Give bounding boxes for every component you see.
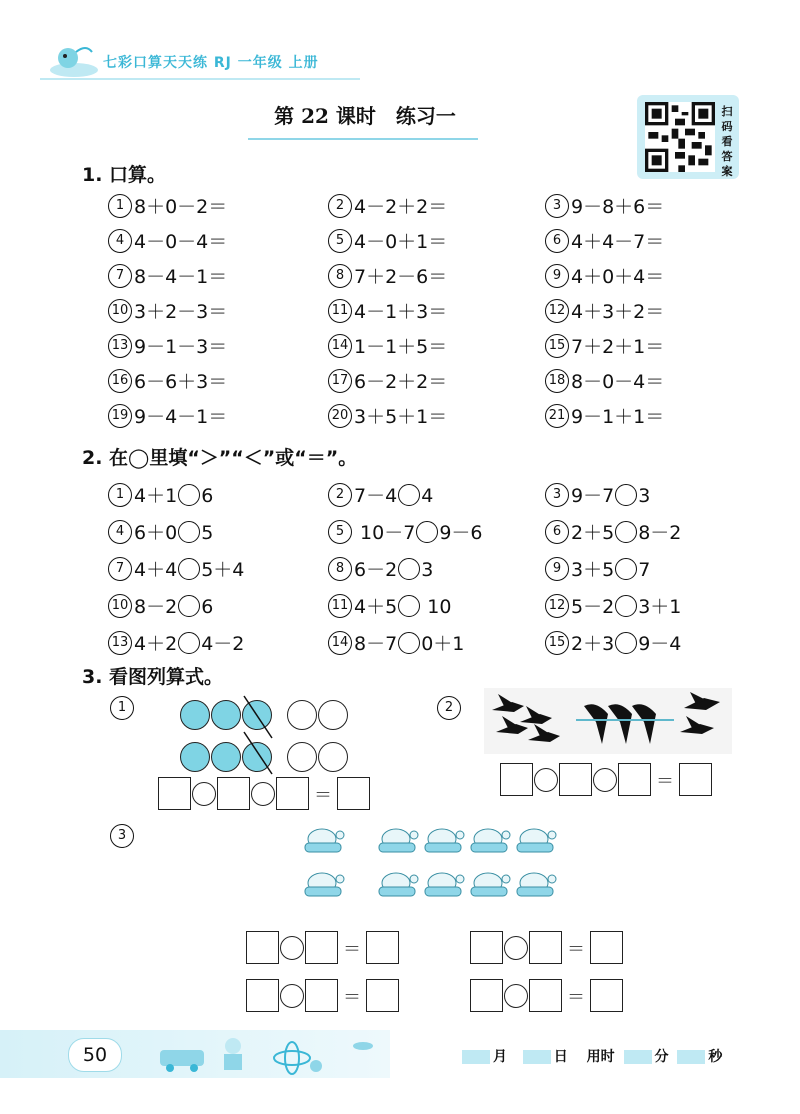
compare-problem <box>108 555 244 583</box>
answer-box[interactable] <box>590 979 623 1012</box>
compare-right: 3 <box>421 559 434 581</box>
problem-number: 7 <box>108 557 132 581</box>
header-divider <box>40 78 360 80</box>
compare-problem <box>545 592 681 620</box>
compare-problem <box>545 518 681 546</box>
answer-box[interactable] <box>217 777 250 810</box>
answer-box[interactable] <box>618 763 651 796</box>
seconds-label: 秒 <box>708 1049 723 1065</box>
compare-left: 4＋5 <box>354 596 398 618</box>
compare-left: 8－7 <box>354 633 398 655</box>
compare-right: 8－2 <box>638 522 682 544</box>
day-label: 日 <box>553 1049 568 1065</box>
compare-right: 4 <box>421 485 434 507</box>
mental-math-problem <box>108 262 227 290</box>
equals-sign: ＝ <box>343 986 361 1008</box>
compare-circle[interactable] <box>615 521 637 543</box>
problem-expression: 4＋4－7＝ <box>571 231 665 253</box>
compare-right: 5 <box>201 522 214 544</box>
answer-box[interactable] <box>158 777 191 810</box>
equals-sign: ＝ <box>567 986 585 1008</box>
problem-number: 10 <box>108 594 132 618</box>
problem-number: 11 <box>328 594 352 618</box>
hat-icon <box>376 825 420 855</box>
problem-expression: 6－2＋2＝ <box>354 371 448 393</box>
problem-expression: 4＋3＋2＝ <box>571 301 665 323</box>
problem-number: 18 <box>545 369 569 393</box>
picture-problem-3-label: 3 <box>110 826 136 850</box>
mental-math-problem <box>328 262 447 290</box>
day-blank[interactable] <box>523 1050 551 1064</box>
compare-left: 6＋0 <box>134 522 178 544</box>
cross-out-lines <box>236 694 276 778</box>
problem-expression: 7＋2＋1＝ <box>571 336 665 358</box>
compare-problem <box>328 481 433 509</box>
operator-circle[interactable] <box>534 768 558 792</box>
mental-math-problem <box>545 297 664 325</box>
hat-icon <box>376 869 420 899</box>
problem-number: 16 <box>108 369 132 393</box>
compare-right: 6 <box>201 485 214 507</box>
compare-problem <box>108 481 213 509</box>
page-number: 50 <box>68 1038 122 1072</box>
equals-sign: ＝ <box>314 784 332 806</box>
compare-problem <box>328 555 433 583</box>
compare-circle[interactable] <box>398 484 420 506</box>
answer-box[interactable] <box>366 931 399 964</box>
problem-number: 9 <box>545 264 569 288</box>
problem-number: 3 <box>545 194 569 218</box>
problem-number: 12 <box>545 594 569 618</box>
compare-circle[interactable] <box>615 558 637 580</box>
minutes-blank[interactable] <box>624 1050 652 1064</box>
answer-box[interactable] <box>246 979 279 1012</box>
swallows-illustration <box>484 688 732 754</box>
problem-number: 19 <box>108 404 132 428</box>
problem-number: 14 <box>328 334 352 358</box>
problem-expression: 4－0＋1＝ <box>354 231 448 253</box>
mental-math-problem <box>108 297 227 325</box>
compare-problem <box>108 629 244 657</box>
problem-expression: 4－0－4＝ <box>134 231 228 253</box>
problem-expression: 3＋2－3＝ <box>134 301 228 323</box>
compare-problem <box>328 518 483 546</box>
mental-math-problem <box>108 227 227 255</box>
answer-row-2 <box>500 763 712 796</box>
answer-box[interactable] <box>529 931 562 964</box>
operator-circle[interactable] <box>280 936 304 960</box>
compare-right: 9－6 <box>439 522 483 544</box>
hat-icon <box>468 825 512 855</box>
hats-group-right <box>376 825 560 903</box>
mental-math-problem <box>328 297 447 325</box>
problem-expression: 9－4－1＝ <box>134 406 228 428</box>
bead <box>287 700 317 730</box>
answer-row-3a <box>246 931 399 964</box>
problem-number: 9 <box>545 557 569 581</box>
problem-expression: 8－4－1＝ <box>134 266 228 288</box>
month-blank[interactable] <box>462 1050 490 1064</box>
problem-number: 15 <box>545 631 569 655</box>
compare-right: 5＋4 <box>201 559 245 581</box>
compare-left: 8－2 <box>134 596 178 618</box>
compare-circle[interactable] <box>178 558 200 580</box>
compare-left: 4＋4 <box>134 559 178 581</box>
compare-circle[interactable] <box>178 521 200 543</box>
footer-decoration-icons <box>158 1036 388 1076</box>
problem-number: 2 <box>328 194 352 218</box>
problem-number: 3 <box>545 483 569 507</box>
compare-problem <box>545 481 650 509</box>
problem-number: 13 <box>108 631 132 655</box>
answer-box[interactable] <box>590 931 623 964</box>
problem-expression: 4－1＋3＝ <box>354 301 448 323</box>
compare-circle[interactable] <box>615 595 637 617</box>
compare-problem <box>108 518 213 546</box>
bead <box>180 742 210 772</box>
problem-number: 5 <box>328 229 352 253</box>
bead <box>180 700 210 730</box>
problem-number: 8 <box>328 557 352 581</box>
operator-circle[interactable] <box>504 936 528 960</box>
problem-number: 12 <box>545 299 569 323</box>
answer-box[interactable] <box>305 979 338 1012</box>
mental-math-problem <box>545 227 664 255</box>
mental-math-problem <box>108 367 227 395</box>
time-used-label: 用时 <box>586 1049 615 1065</box>
operator-circle[interactable] <box>280 984 304 1008</box>
compare-circle[interactable] <box>416 521 438 543</box>
compare-circle[interactable] <box>615 632 637 654</box>
problem-expression: 4＋0＋4＝ <box>571 266 665 288</box>
compare-right: 3 <box>638 485 651 507</box>
compare-problem <box>108 592 213 620</box>
hat-icon <box>422 825 466 855</box>
minutes-label: 分 <box>654 1049 669 1065</box>
mental-math-problem <box>328 227 447 255</box>
problem-number: 4 <box>108 520 132 544</box>
compare-left: 4＋1 <box>134 485 178 507</box>
compare-left: 7－4 <box>354 485 398 507</box>
mental-math-problem <box>328 402 447 430</box>
compare-right: 4－2 <box>201 633 245 655</box>
mental-math-problem <box>545 262 664 290</box>
compare-left: 3＋5 <box>571 559 615 581</box>
bead <box>287 742 317 772</box>
section-2-title: 2. 在◯里填“＞”“＜”或“＝”。 <box>82 447 358 469</box>
answer-row-1 <box>158 777 370 810</box>
operator-circle[interactable] <box>593 768 617 792</box>
date-time-row <box>462 1046 722 1066</box>
compare-right: 10 <box>421 596 452 618</box>
hats-group-left <box>302 825 348 903</box>
answer-box[interactable] <box>337 777 370 810</box>
problem-number: 4 <box>108 229 132 253</box>
problem-number: 21 <box>545 404 569 428</box>
compare-left: 4＋2 <box>134 633 178 655</box>
compare-left: 6－2 <box>354 559 398 581</box>
problem-number: 14 <box>328 631 352 655</box>
mental-math-problem <box>328 332 447 360</box>
compare-right: 3＋1 <box>638 596 682 618</box>
hat-icon <box>302 825 346 855</box>
compare-circle[interactable] <box>178 632 200 654</box>
problem-expression: 8＋0－2＝ <box>134 196 228 218</box>
equals-sign: ＝ <box>343 938 361 960</box>
operator-circle[interactable] <box>504 984 528 1008</box>
compare-circle[interactable] <box>615 484 637 506</box>
mental-math-problem <box>545 402 664 430</box>
mental-math-problem <box>108 192 227 220</box>
compare-problem <box>545 555 650 583</box>
answer-box[interactable] <box>529 979 562 1012</box>
hat-icon <box>514 825 558 855</box>
problem-number: 8 <box>328 264 352 288</box>
answer-box[interactable] <box>305 931 338 964</box>
compare-circle[interactable] <box>398 595 420 617</box>
problem-number: 6 <box>545 520 569 544</box>
problem-number: 17 <box>328 369 352 393</box>
mental-math-problem <box>545 367 664 395</box>
problem-expression: 9－8＋6＝ <box>571 196 665 218</box>
compare-right: 9－4 <box>638 633 682 655</box>
compare-left: 10－7 <box>354 522 416 544</box>
compare-right: 7 <box>638 559 651 581</box>
title-underline <box>248 138 478 140</box>
compare-problem <box>328 629 464 657</box>
answer-box[interactable] <box>679 763 712 796</box>
answer-box[interactable] <box>246 931 279 964</box>
problem-number: 7 <box>108 264 132 288</box>
mascot-logo-icon <box>46 40 102 80</box>
problem-expression: 4－2＋2＝ <box>354 196 448 218</box>
problem-expression: 9－1＋1＝ <box>571 406 665 428</box>
answer-box[interactable] <box>470 931 503 964</box>
compare-left: 2＋3 <box>571 633 615 655</box>
operator-circle[interactable] <box>251 782 275 806</box>
compare-problem <box>328 592 451 620</box>
seconds-blank[interactable] <box>677 1050 705 1064</box>
picture-problem-1-label: 1 <box>110 698 136 722</box>
compare-circle[interactable] <box>178 484 200 506</box>
qr-code-icon[interactable] <box>645 102 715 172</box>
compare-left: 9－7 <box>571 485 615 507</box>
mental-math-problem <box>108 402 227 430</box>
answer-row-3c <box>246 979 399 1012</box>
compare-right: 0＋1 <box>421 633 465 655</box>
compare-problem <box>545 629 681 657</box>
problem-number: 6 <box>545 229 569 253</box>
section-3-title: 3. 看图列算式。 <box>82 666 224 688</box>
mental-math-problem <box>328 367 447 395</box>
section-1-title: 1. 口算。 <box>82 164 167 186</box>
problem-number: 2 <box>328 483 352 507</box>
compare-circle[interactable] <box>398 558 420 580</box>
compare-left: 5－2 <box>571 596 615 618</box>
operator-circle[interactable] <box>192 782 216 806</box>
answer-row-3b <box>470 931 623 964</box>
problem-number: 13 <box>108 334 132 358</box>
problem-number: 15 <box>545 334 569 358</box>
equals-sign: ＝ <box>567 938 585 960</box>
mental-math-problem <box>328 192 447 220</box>
answer-row-3d <box>470 979 623 1012</box>
compare-circle[interactable] <box>178 595 200 617</box>
mental-math-problem <box>108 332 227 360</box>
problem-expression: 6－6＋3＝ <box>134 371 228 393</box>
hat-icon <box>422 869 466 899</box>
problem-expression: 7＋2－6＝ <box>354 266 448 288</box>
month-label: 月 <box>493 1049 507 1065</box>
compare-right: 6 <box>201 596 214 618</box>
problem-expression: 1－1＋5＝ <box>354 336 448 358</box>
problem-expression: 9－1－3＝ <box>134 336 228 358</box>
problem-number: 11 <box>328 299 352 323</box>
problem-expression: 8－0－4＝ <box>571 371 665 393</box>
picture-problem-2-label: 2 <box>437 698 463 722</box>
answer-box[interactable] <box>500 763 533 796</box>
answer-box[interactable] <box>470 979 503 1012</box>
compare-circle[interactable] <box>398 632 420 654</box>
mental-math-problem <box>545 192 664 220</box>
compare-left: 2＋5 <box>571 522 615 544</box>
problem-number: 1 <box>108 194 132 218</box>
problem-number: 20 <box>328 404 352 428</box>
equals-sign: ＝ <box>656 770 674 792</box>
answer-box[interactable] <box>559 763 592 796</box>
series-title: 七彩口算天天练 RJ 一年级 上册 <box>103 55 319 71</box>
hat-icon <box>514 869 558 899</box>
answer-box[interactable] <box>276 777 309 810</box>
bead <box>318 742 348 772</box>
problem-number: 10 <box>108 299 132 323</box>
answer-box[interactable] <box>366 979 399 1012</box>
hat-icon <box>468 869 512 899</box>
problem-expression: 3＋5＋1＝ <box>354 406 448 428</box>
mental-math-problem <box>545 332 664 360</box>
problem-number: 1 <box>108 483 132 507</box>
qr-label: 扫码看答案 <box>721 105 733 178</box>
hat-icon <box>302 869 346 899</box>
lesson-title: 第 22 课时 练习一 <box>274 104 456 128</box>
problem-number: 5 <box>328 520 352 544</box>
bead <box>318 700 348 730</box>
